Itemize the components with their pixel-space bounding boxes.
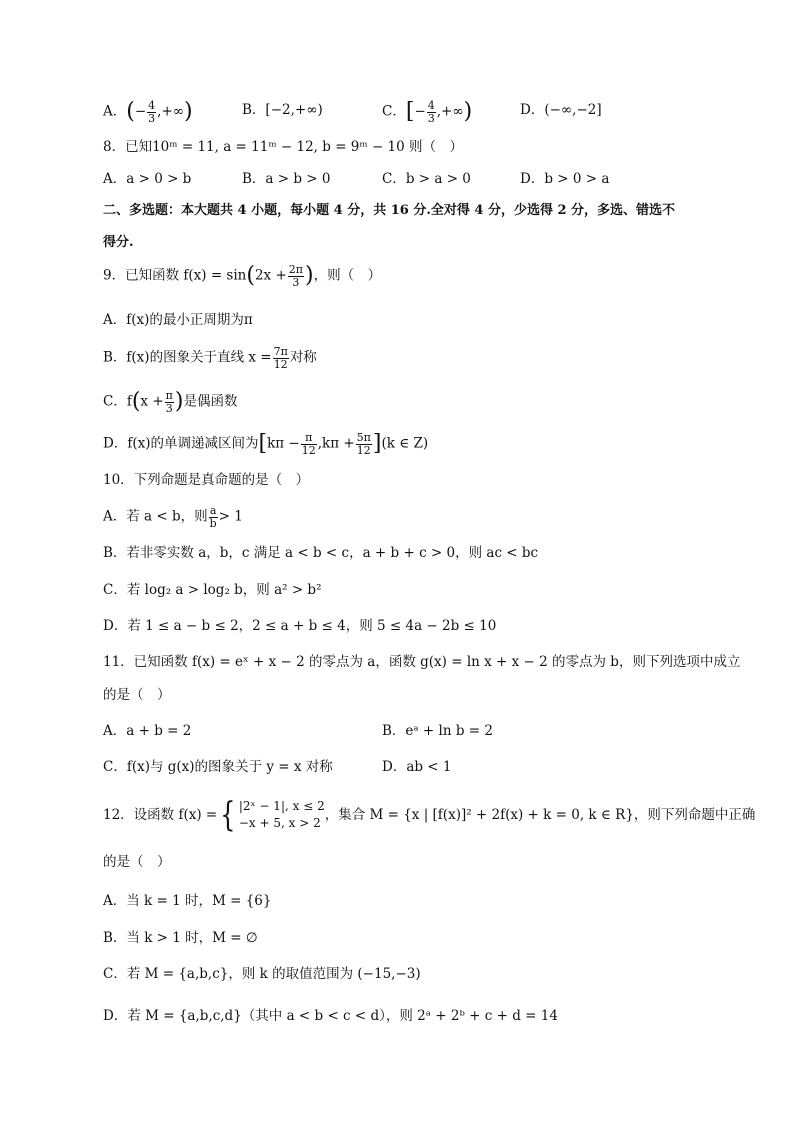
section-heading: 二、多选题：本大题共 4 小题，每小题 4 分，共 16 分.全对得 4 分，少选得 2 分，多选、错选不 (103, 203, 676, 218)
q7-option-b: B．[−2,+∞) (242, 102, 323, 118)
q10-option-a: A．若 a < b，则 $\frac{a}{b}$ > 1 (103, 504, 243, 530)
q8-stem: 8．已知10ᵐ = 11, a = 11ᵐ − 12, b = 9ᵐ − 10 则（ ） (103, 139, 464, 155)
q10-option-c: C．若 log₂ a > log₂ b，则 a² > b² (103, 582, 322, 598)
q11-option-d: D．ab < 1 (382, 759, 452, 775)
q7-option-c: C．[− $\frac{4}{3}$ ,+∞) (382, 99, 473, 125)
q8-option-d: D．b > 0 > a (520, 171, 610, 187)
fraction: $\frac{4}{3}$ (427, 99, 435, 125)
q8-option-a: A．a > 0 > b (103, 171, 192, 187)
piecewise-cases: |2ˣ − 1|, x ≤ 2 −x + 5, x > 2 (238, 799, 325, 831)
q12-stem: 12．设函数 f(x) ={ |2ˣ − 1|, x ≤ 2 −x + 5, x > 2 ，集合 M = {x | [f(x)]² + 2f(x) + k = 0, k ∈ R}，则下列命题中正确 (103, 795, 756, 836)
q10-option-d: D．若 1 ≤ a − b ≤ 2，2 ≤ a + b ≤ 4，则 5 ≤ 4a − 2b ≤ 10 (103, 618, 497, 634)
q12-option-c: C．若 M = {a,b,c}，则 k 的取值范围为 (−15,−3) (103, 966, 421, 982)
q10-stem: 10．下列命题是真命题的是（ ） (103, 472, 310, 488)
q7-option-a: A．(− $\frac{4}{3}$ ,+∞) (103, 99, 193, 125)
q12-option-b: B．当 k > 1 时，M = ∅ (103, 930, 258, 946)
q9-option-d: D．f(x)的单调递减区间为[kπ − $\frac{\pi}{12}$ ,kπ + $\frac{5\pi}{12}$ ](k ∈ Z) (103, 431, 429, 457)
q9-option-b: B．f(x)的图象关于直线 x = $\frac{7\pi}{12}$ 对称 (103, 345, 317, 371)
q11-stem: 11．已知函数 f(x) = eˣ + x − 2 的零点为 a，函数 g(x) = ln x + x − 2 的零点为 b，则下列选项中成立 (103, 654, 741, 670)
q9-option-a: A．f(x)的最小正周期为π (103, 312, 253, 328)
q11-option-b: B．eᵃ + ln b = 2 (382, 723, 493, 739)
q7-option-d: D．(−∞,−2] (520, 102, 602, 118)
q8-option-c: C．b > a > 0 (382, 171, 471, 187)
section-heading-cont: 得分. (103, 235, 134, 250)
q12-stem-cont: 的是（ ） (103, 854, 171, 870)
q10-option-b: B．若非零实数 a，b，c 满足 a < b < c，a + b + c > 0，则 ac < bc (103, 545, 539, 561)
q11-option-c: C．f(x)与 g(x)的图象关于 y = x 对称 (103, 759, 333, 775)
fraction: $\frac{4}{3}$ (148, 99, 156, 125)
q8-option-b: B．a > b > 0 (242, 171, 331, 187)
q9-stem: 9．已知函数 f(x) = sin(2x + $\frac{2\pi}{3}$ )，则（ ） (103, 263, 382, 289)
q12-option-d: D．若 M = {a,b,c,d}（其中 a < b < c < d），则 2ᵃ + 2ᵇ + c + d = 14 (103, 1008, 558, 1024)
q11-stem-cont: 的是（ ） (103, 687, 171, 703)
q11-option-a: A．a + b = 2 (103, 723, 192, 739)
q9-option-c: C．f(x + $\frac{\pi}{3}$ )是偶函数 (103, 389, 238, 415)
q12-option-a: A．当 k = 1 时，M = {6} (103, 893, 272, 909)
